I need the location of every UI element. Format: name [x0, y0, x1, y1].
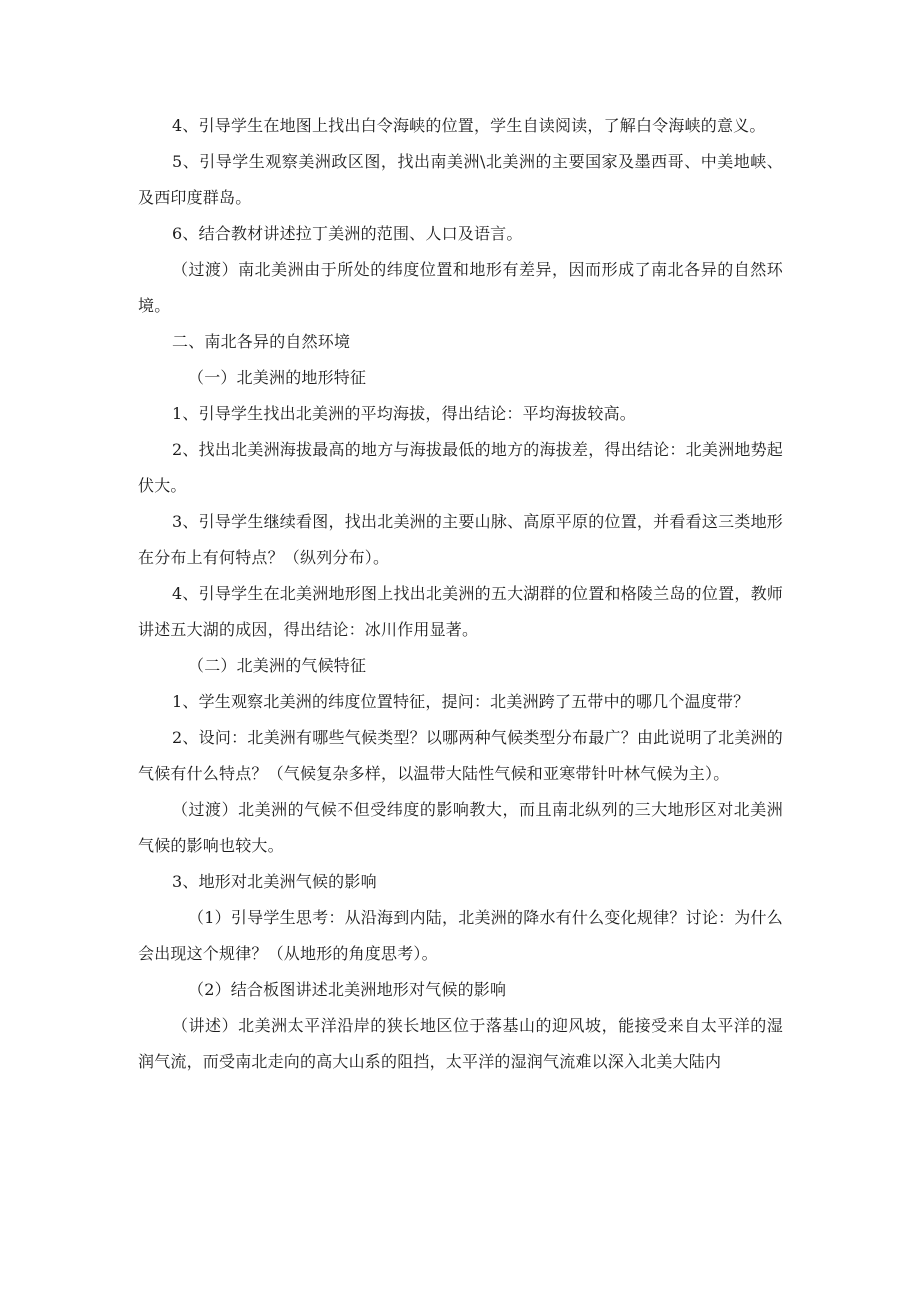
- paragraph-mountains-plains: 3、引导学生继续看图，找出北美洲的主要山脉、高原平原的位置，并看看这三类地形在分布上有何特点？（纵列分布）。: [138, 512, 783, 567]
- paragraph-transition-1: （过渡）南北美洲由于所处的纬度位置和地形有差异，因而形成了南北各异的自然环境。: [138, 260, 783, 315]
- paragraph-climate-types: 2、设问：北美洲有哪些气候类型？以哪两种气候类型分布最广？由此说明了北美洲的气候有什么特点？（气候复杂多样，以温带大陆性气候和亚寒带针叶林气候为主）。: [138, 728, 783, 783]
- paragraph-terrain-climate-heading: 3、地形对北美洲气候的影响: [172, 872, 377, 891]
- paragraph-altitude-difference: 2、找出北美洲海拔最高的地方与海拔最低的地方的海拔差，得出结论：北美洲地势起伏大。: [138, 440, 783, 495]
- paragraph-average-altitude: 1、引导学生找出北美洲的平均海拔，得出结论：平均海拔较高。: [172, 404, 636, 423]
- paragraph-transition-2: （过渡）北美洲的气候不但受纬度的影响教大，而且南北纵列的三大地形区对北美洲气候的影响也较大。: [138, 800, 783, 855]
- document-body: [138, 108, 783, 1080]
- paragraph-latin-america: 6、结合教材讲述拉丁美洲的范围、人口及语言。: [172, 224, 523, 243]
- paragraph-great-lakes: 4、引导学生在北美洲地形图上找出北美洲的五大湖群的位置和格陵兰岛的位置，教师讲述五大湖的成因，得出结论：冰川作用显著。: [138, 584, 783, 639]
- paragraph-bering-strait: 4、引导学生在地图上找出白令海峡的位置，学生自读阅读，了解白令海峡的意义。: [172, 116, 766, 135]
- subheading-terrain: （一）北美洲的地形特征: [188, 368, 367, 387]
- paragraph-precipitation-question: （1）引导学生思考：从沿海到内陆，北美洲的降水有什么变化规律？讨论：为什么会出现这个规律？（从地形的角度思考）。: [138, 908, 783, 963]
- section-heading-natural-environment: 二、南北各异的自然环境: [172, 332, 351, 351]
- paragraph-lecture: （讲述）北美洲太平洋沿岸的狭长地区位于落基山的迎风坡，能接受来自太平洋的湿润气流，而受南北走向的高大山系的阻挡，太平洋的湿润气流难以深入北美大陆内: [138, 1016, 783, 1071]
- paragraph-political-map: 5、引导学生观察美洲政区图，找出南美洲\北美洲的主要国家及墨西哥、中美地峡、及西印度群岛。: [138, 152, 783, 207]
- subheading-climate: （二）北美洲的气候特征: [188, 656, 367, 675]
- paragraph-latitude: 1、学生观察北美洲的纬度位置特征，提问：北美洲跨了五带中的哪几个温度带？: [172, 692, 750, 711]
- paragraph-board-diagram: （2）结合板图讲述北美洲地形对气候的影响: [188, 980, 507, 999]
